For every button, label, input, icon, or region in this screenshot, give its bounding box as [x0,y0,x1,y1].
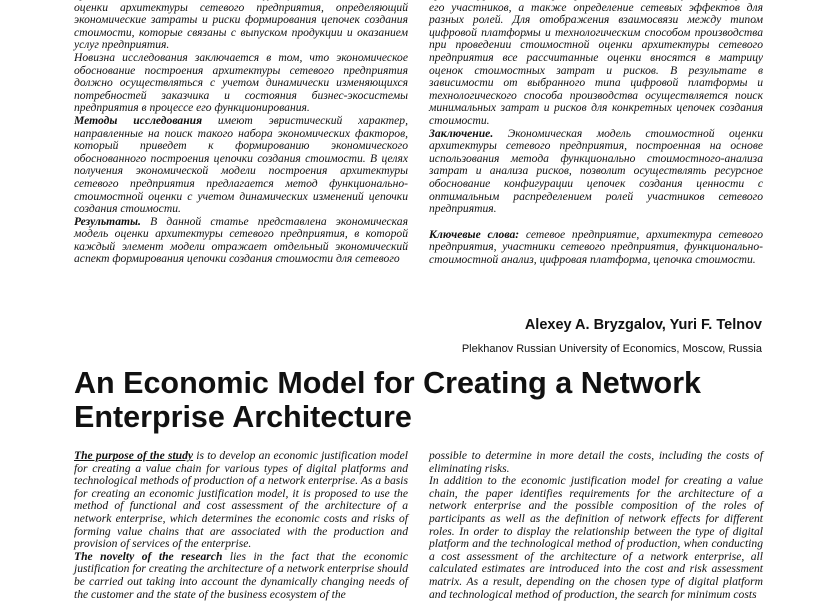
ru-paragraph-keywords [429,229,763,267]
ru-results-text: В данной статье представлена экономическая модель оценки архитектуры сетевого предприятия, в которой каждый элемент модели отражает отдельный экономический аспект формирования цепочки создания стоимости для сетевого [74,214,408,266]
ru-methods-label: Методы исследования [74,113,203,127]
ru-paragraph-conclusion [429,128,763,216]
ru-keywords-label: Ключевые слова: [429,227,520,241]
en-novelty-label: The novelty of the research [74,549,223,563]
authors: Alexey A. Bryzgalov, Yuri F. Telnov [524,317,762,333]
article-title: An Economic Model for Creating a Network Enterprise Architecture [74,366,702,434]
ru-conclusion-text: Экономическая модель стоимостной оценки архитектуры сетевого предприятия, построенная на основе использования метода функционально стоимостного-анализа затрат и анализа рисков, позволит осуществлять ресурсное обоснование конфигурации цепочек создания ценности с оптимальным распределением ролей участников сетевого предприятия. [429,126,763,216]
ru-methods-text: имеют эвристический характер, направленные на поиск такого набора экономических факторов, который приведет к формированию экономического обоснованного построения цепочки создания стоимости. В целях получения экономической модели построения архитектуры сетевого предприятия предлагается метод функционально-стоимостной оценки с учетом динамических изменений цепочки создания стоимости. [74,113,408,216]
ru-conclusion-label: Заключение. [429,126,494,140]
en-purpose-text: is to develop an economic justification model for creating a value chain for various types of digital platforms and technological methods of production of a network enterprise. As a basis for creating an economic justification model, it is proposed to use the method of functional and cost assessment of the architecture of a network enterprise, which determines the economic costs and risks of forming value chains that are associated with the production and provision of services of the enterprise. [74,449,408,551]
en-novelty-text: lies in the fact that the economic justification for creating the architecture of a network enterprise should be carried out taking into account the dynamically changing needs of the customer and the state of the business ecosystem of the [74,549,408,601]
ru-keywords-text: сетевое предприятие, архитектура сетевого предприятия, участники сетевого предприятия, функционально-стоимостной анализ, цифровая платформа, цепочка стоимости. [429,227,763,266]
ru-paragraph-architecture: его участников, а также определение сетевых эффектов для разных ролей. Для отображения взаимосвязи между типом цифровой платформы и технологическим способом производства при проведении стоимостной оценки архитектуры сетевого предприятия все рассчитанные оценки вносятся в матрицу оценок стоимостных затрат и рисков. В результате в зависимости от выбранного типа цифровой платформы и технологического способа производства осуществляется поиск минимальных затрат и рисков для конкретных цепочек создания стоимости. [429,0,763,127]
en-paragraph-costs: possible to determine in more detail the costs, including the costs of eliminating risks. [429,449,763,475]
russian-abstract-right-column [429,0,763,266]
en-paragraph-novelty [74,551,408,601]
affiliation: Plekhanov Russian University of Economics, Moscow, Russia [461,343,762,355]
english-abstract-right-column [429,450,763,601]
ru-paragraph-results [74,216,408,266]
ru-paragraph-novelty: Новизна исследования заключается в том, что экономическое обоснование построения архитектуры сетевого предприятия должно осуществляться с учетом динамически изменяющихся потребностей заказчика и состояния бизнес-экосистемы предприятия в процессе его функционирования. [74,50,408,115]
russian-abstract-left-column [74,0,408,266]
ru-paragraph-methods [74,115,408,216]
ru-paragraph-method: оценки архитектуры сетевого предприятия, определяющий экономические затраты и риски формирования цепочек создания стоимости, которые связаны с выпуском продукции и оказанием услуг предприятия. [74,0,408,52]
en-paragraph-requirements: In addition to the economic justification model for creating a value chain, the paper identifies requirements for the architecture of a network enterprise and the possible composition of the roles of participants as well as the definition of network effects for different roles. In order to display the relationship between the type of digital platform and the technological method of production, when conducting a cost assessment of the architecture of a network enterprise, all calculated estimates are introduced into the cost and risk assessment matrix. As a result, depending on the chosen type of digital platform and technological method of production, the search for minimum costs [429,474,763,601]
en-purpose-label: The purpose of the study [74,449,194,462]
en-paragraph-purpose [74,450,408,551]
ru-results-label: Результаты. [74,214,141,228]
english-abstract-left-column [74,450,408,601]
